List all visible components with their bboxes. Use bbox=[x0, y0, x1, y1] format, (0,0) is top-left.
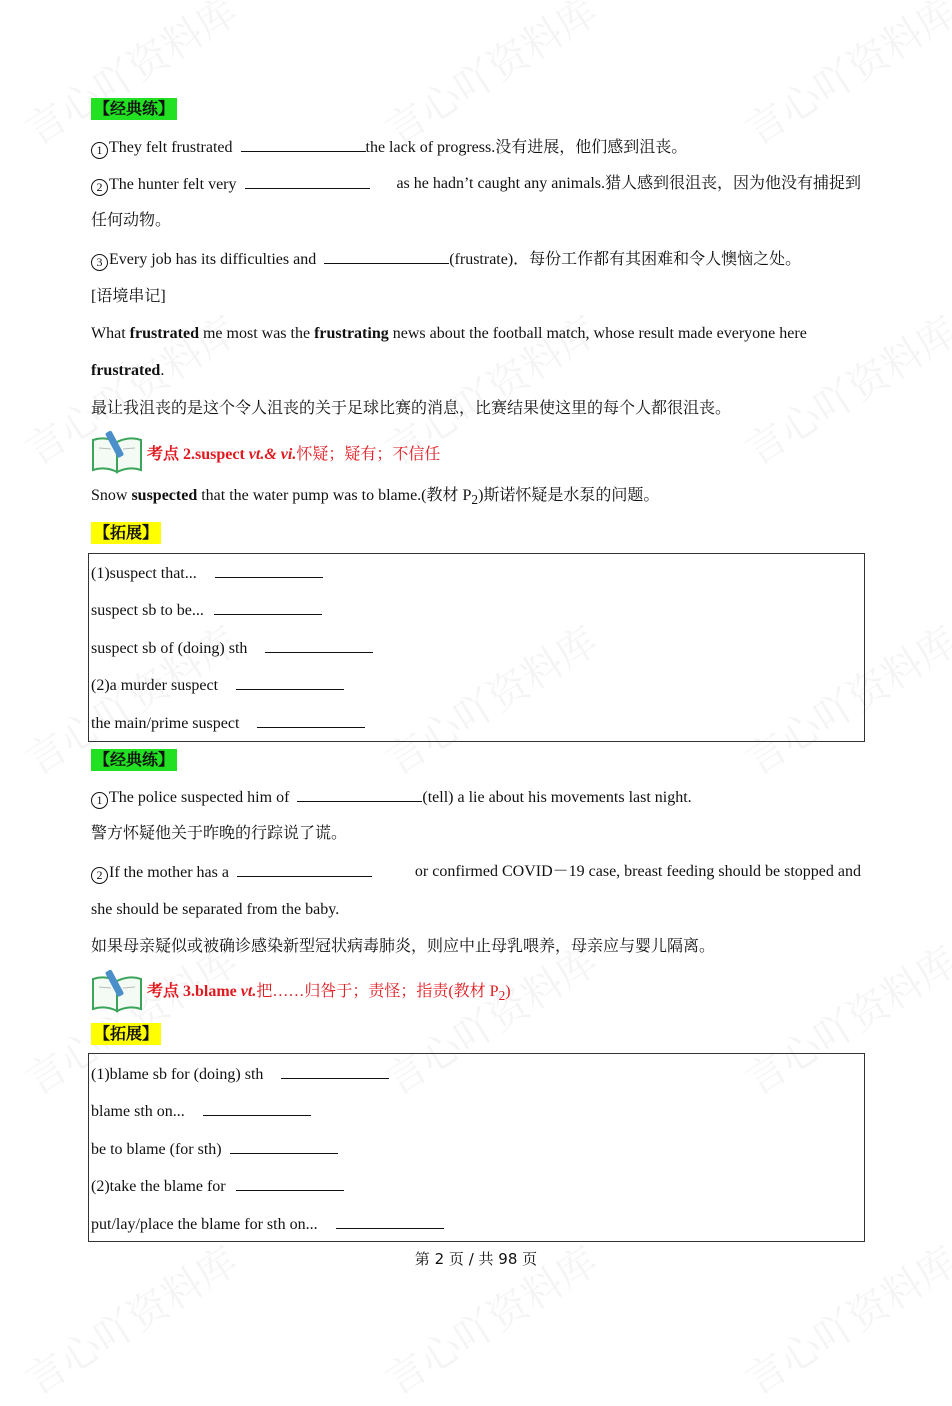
expand-item: be to blame (for sth) bbox=[91, 1139, 338, 1159]
exercise-text: The hunter felt very bbox=[109, 176, 237, 193]
answer-blank[interactable] bbox=[265, 638, 373, 653]
point-header: 考点 2.suspect vt.& vi.怀疑；疑有；不信任 bbox=[91, 430, 440, 474]
watermark bbox=[733, 0, 952, 156]
page-number: 2 bbox=[434, 1250, 445, 1268]
book-pencil-icon bbox=[91, 430, 143, 474]
answer-blank[interactable] bbox=[215, 563, 323, 578]
answer-blank[interactable] bbox=[230, 1139, 338, 1154]
answer-blank[interactable] bbox=[236, 675, 344, 690]
exercise-translation: 警方怀疑他关于昨晚的行踪说了谎。 bbox=[91, 825, 348, 842]
answer-blank[interactable] bbox=[281, 1064, 389, 1079]
exercise-item: 2 If the mother has a or confirmed COVID－19 case, breast feeding should be stopped and bbox=[91, 862, 861, 884]
expand-tag: 【拓展】 bbox=[91, 1023, 161, 1045]
answer-blank[interactable] bbox=[324, 249, 449, 264]
exercise-item bbox=[91, 137, 687, 159]
exercise-text: 任何动物。 bbox=[91, 212, 172, 229]
answer-blank[interactable] bbox=[203, 1101, 311, 1116]
context-translation: 最让我沮丧的是这个令人沮丧的关于足球比赛的消息，比赛结果使这里的每个人都很沮丧。 bbox=[91, 400, 732, 417]
expand-item: (2)take the blame for bbox=[91, 1176, 344, 1196]
exercise-item: 1 The police suspected him of (tell) a lie about his movements last night. bbox=[91, 787, 692, 809]
expand-item: suspect sb to be... bbox=[91, 600, 322, 620]
point-header: 考点 3.blame vt.把……归咎于；责怪；指责(教材 $P_2$) bbox=[91, 969, 511, 1013]
page-footer: 第 2 页 / 共 98 页 bbox=[414, 1250, 538, 1268]
context-sentence-end: frustrated. bbox=[91, 362, 165, 379]
answer-blank[interactable] bbox=[214, 600, 322, 615]
expand-box bbox=[88, 553, 865, 742]
answer-blank[interactable] bbox=[237, 862, 372, 877]
total-pages: 98 bbox=[498, 1250, 518, 1268]
exercise-text: They felt frustrated bbox=[109, 139, 233, 156]
expand-item: blame sth on... bbox=[91, 1101, 311, 1121]
context-sentence: What frustrated me most was the frustrating news about the football match, whose result made everyone here bbox=[91, 325, 807, 342]
exercise-text: Every job has its difficulties and bbox=[109, 251, 317, 268]
exercise-item bbox=[91, 249, 801, 271]
exercise-text: the lack of progress.没有进展，他们感到沮丧。 bbox=[365, 139, 688, 156]
circled-number: 2 bbox=[91, 867, 108, 884]
practice-tag: 【经典练】 bbox=[91, 98, 177, 120]
expand-item: (1)blame sb for (doing) sth bbox=[91, 1064, 389, 1084]
expand-tag: 【拓展】 bbox=[91, 522, 161, 544]
circled-number: 3 bbox=[91, 254, 108, 271]
expand-item: the main/prime suspect bbox=[91, 713, 365, 733]
circled-number: 2 bbox=[91, 179, 108, 196]
answer-blank[interactable] bbox=[241, 137, 366, 152]
circled-number: 1 bbox=[91, 792, 108, 809]
answer-blank[interactable] bbox=[236, 1176, 344, 1191]
practice-tag: 【经典练】 bbox=[91, 749, 177, 771]
book-pencil-icon bbox=[91, 969, 143, 1013]
expand-item: (2)a murder suspect bbox=[91, 675, 344, 695]
example-sentence: Snow suspected that the water pump was to blame.(教材 $P_2$)斯诺怀疑是水泵的问题。 bbox=[91, 487, 660, 508]
answer-blank[interactable] bbox=[297, 787, 422, 802]
exercise-text: she should be separated from the baby. bbox=[91, 901, 340, 918]
expand-item: (1)suspect that... bbox=[91, 563, 323, 583]
expand-item: suspect sb of (doing) sth bbox=[91, 638, 373, 658]
expand-box bbox=[88, 1053, 865, 1242]
circled-number: 1 bbox=[91, 142, 108, 159]
answer-blank[interactable] bbox=[257, 713, 365, 728]
context-label: [语境串记] bbox=[91, 288, 166, 305]
exercise-text: (frustrate)．每份工作都有其困难和令人懊恼之处。 bbox=[449, 251, 802, 268]
answer-blank[interactable] bbox=[245, 174, 370, 189]
exercise-item bbox=[91, 174, 861, 196]
expand-item: put/lay/place the blame for sth on... bbox=[91, 1214, 444, 1234]
watermark bbox=[13, 0, 247, 156]
exercise-translation: 如果母亲疑似或被确诊感染新型冠状病毒肺炎，则应中止母乳喂养，母亲应与婴儿隔离。 bbox=[91, 938, 716, 955]
answer-blank[interactable] bbox=[336, 1214, 444, 1229]
exercise-text: as he hadn’t caught any animals.猎人感到很沮丧，因为他没有捕捉到 bbox=[396, 175, 861, 192]
watermark bbox=[373, 0, 607, 156]
